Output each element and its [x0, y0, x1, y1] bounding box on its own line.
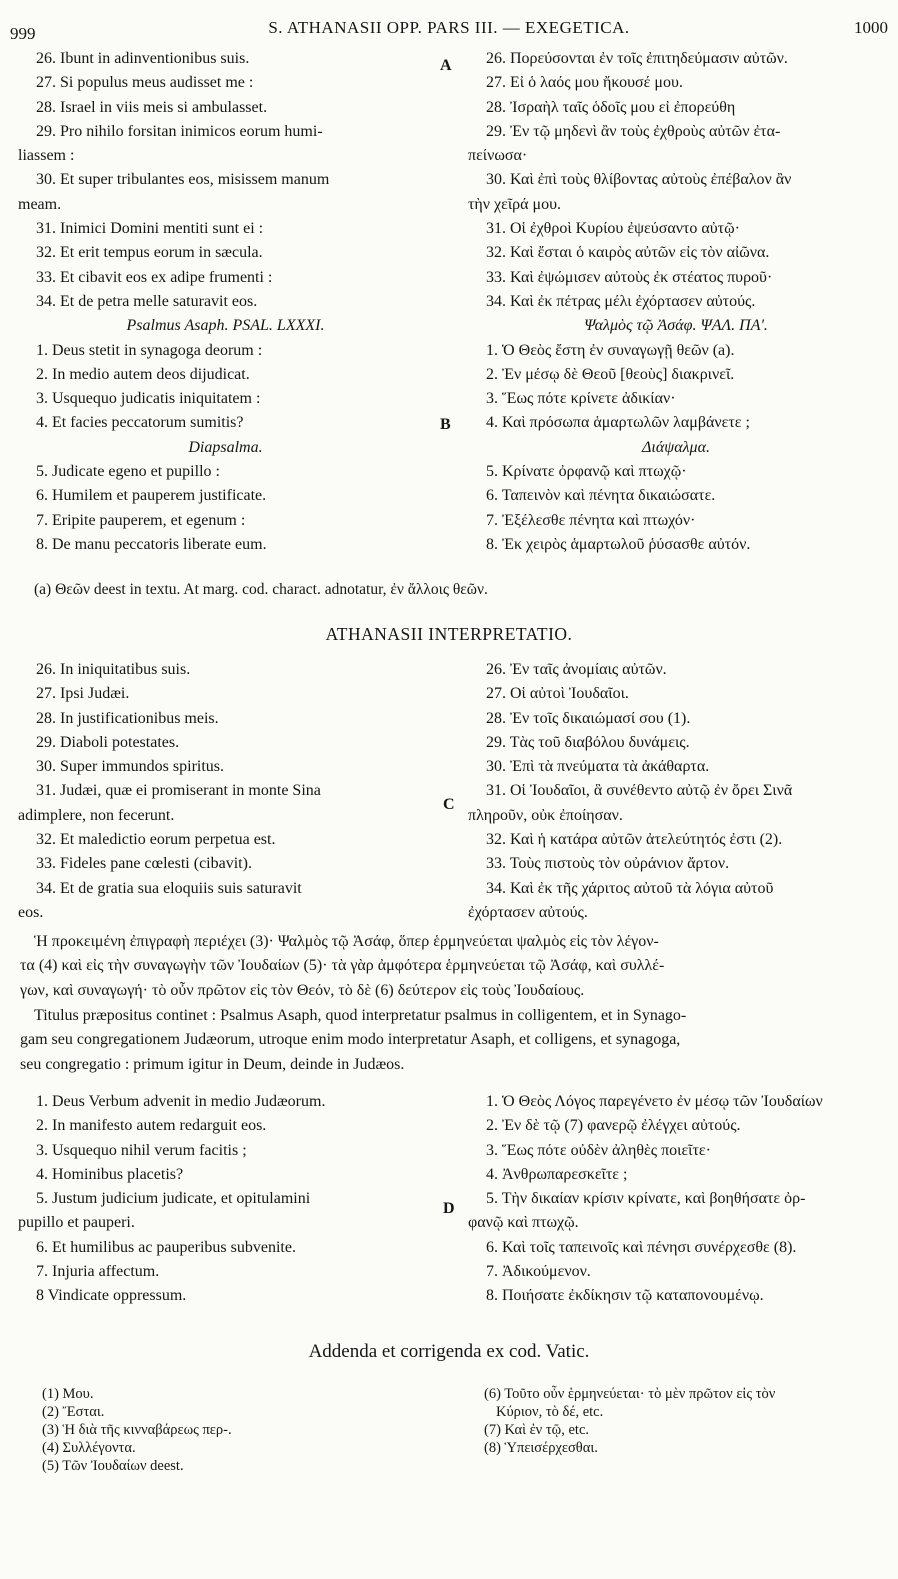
running-header	[10, 18, 888, 44]
latin-line: eos.	[18, 903, 44, 921]
greek-line: 30. Ἐπὶ τὰ πνεύματα τὰ ἀκάθαρτα.	[486, 758, 710, 776]
latin-line: 29. Pro nihilo forsitan inimicos eorum humi-	[36, 122, 323, 140]
latin-line: 34. Et de petra melle saturavit eos.	[36, 292, 258, 310]
greek-line: 27. Εἰ ὁ λαός μου ἤκουσέ μου.	[486, 74, 683, 92]
latin-line: 33. Et cibavit eos ex adipe frumenti :	[36, 268, 273, 286]
greek-column	[468, 1090, 884, 1309]
greek-line: 32. Καὶ ἡ κατάρα αὐτῶν ἀτελεύτητός ἐστι (2).	[486, 831, 783, 849]
diapsalma-greek: Διάψαλμα.	[642, 438, 710, 456]
margin-marker-d: D	[443, 1200, 455, 1217]
latin-line: 29. Diaboli potestates.	[36, 733, 180, 751]
latin-line: 26. Ibunt in adinventionibus suis.	[36, 50, 250, 67]
latin-line: 5. Judicate egeno et pupillo :	[36, 463, 220, 481]
greek-line: 7. Ἐξέλεσθε πένητα καὶ πτωχόν·	[486, 511, 696, 529]
latin-line: 2. In medio autem deos dijudicat.	[36, 365, 250, 383]
addenda-entry: Κύριον, τὸ δέ, etc.	[496, 1404, 604, 1420]
greek-line: 3. Ἕως πότε κρίνετε ἀδικίαν·	[486, 390, 676, 408]
greek-line: 28. Ἐν τοῖς δικαιώμασί σου (1).	[486, 709, 691, 727]
greek-line: ἐχόρτασεν αὐτούς.	[468, 903, 588, 921]
greek-commentary-paragraph	[20, 930, 884, 1003]
greek-line: 27. Οἱ αὐτοὶ Ἰουδαῖοι.	[486, 685, 629, 703]
latin-line: 26. In iniquitatibus suis.	[36, 661, 191, 678]
greek-line: 26. Πορεύσονται ἐν τοῖς ἐπιτηδεύμασιν αὐτῶν.	[486, 50, 788, 67]
latin-line: 8. De manu peccatoris liberate eum.	[36, 535, 267, 553]
latin-line: 34. Et de gratia sua eloquiis suis saturavit	[36, 879, 302, 897]
greek-line: 29. Τὰς τοῦ διαβόλου δυνάμεις.	[486, 733, 690, 751]
latin-line: 33. Fideles pane cœlesti (cibavit).	[36, 855, 252, 873]
latin-column	[18, 658, 433, 925]
greek-line: 1. Ὁ Θεὸς ἔστη ἐν συναγωγῇ θεῶν (a).	[486, 341, 735, 359]
latin-line: 2. In manifesto autem redarguit eos.	[36, 1117, 267, 1135]
latin-line: 31. Judæi, quæ ei promiserant in monte Sina	[36, 782, 321, 800]
greek-line: 7. Ἀδικούμενον.	[486, 1263, 591, 1281]
greek-line: 8. Ἐκ χειρὸς ἁμαρτωλοῦ ῥύσασθε αὐτόν.	[486, 535, 751, 553]
latin-line: 32. Et erit tempus eorum in sæcula.	[36, 244, 263, 262]
latin-line: 7. Eripite pauperem, et egenum :	[36, 511, 246, 529]
latin-line: 1. Deus Verbum advenit in medio Judæorum.	[36, 1093, 326, 1110]
paragraph-line: gam seu congregationem Judæorum, utroque enim modo interpretatur Asaph, et colligens, et synagoga,	[20, 1031, 681, 1049]
latin-line: 30. Super immundos spiritus.	[36, 758, 225, 776]
diapsalma-latin: Diapsalma.	[188, 438, 263, 456]
addenda-entry: (4) Συλλέγοντα.	[42, 1440, 136, 1456]
greek-line: 6. Ταπεινὸν καὶ πένητα δικαιώσατε.	[486, 487, 716, 505]
greek-line: 32. Καὶ ἔσται ὁ καιρὸς αὐτῶν εἰς τὸν αἰῶνα.	[486, 244, 770, 262]
greek-line: 5. Κρίνατε ὀρφανῷ καὶ πτωχῷ·	[486, 463, 687, 481]
greek-line: 34. Καὶ ἐκ πέτρας μέλι ἐχόρτασεν αὐτούς.	[486, 292, 756, 310]
latin-line: 6. Et humilibus ac pauperibus subvenite.	[36, 1238, 296, 1256]
latin-line: 3. Usquequo judicatis iniquitatem :	[36, 390, 261, 408]
latin-line: 28. In justificationibus meis.	[36, 709, 219, 727]
greek-line: 34. Καὶ ἐκ τῆς χάριτος αὐτοῦ τὰ λόγια αὐτοῦ	[486, 879, 774, 897]
latin-line: 27. Si populus meus audisset me :	[36, 74, 254, 92]
greek-line: 8. Ποιήσατε ἐκδίκησιν τῷ καταπονουμένῳ.	[486, 1287, 764, 1305]
greek-line: τὴν χεῖρά μου.	[468, 195, 562, 213]
latin-line: 3. Usquequo nihil verum facitis ;	[36, 1141, 247, 1159]
latin-line: 4. Hominibus placetis?	[36, 1165, 184, 1183]
paragraph-line: seu congregatio : primum igitur in Deum, deinde in Judæos.	[20, 1055, 405, 1073]
greek-line: 4. Ἀνθρωπαρεσκεῖτε ;	[486, 1165, 628, 1183]
latin-line: liassem :	[18, 147, 75, 165]
latin-column	[18, 1090, 433, 1309]
latin-line: 28. Israel in viis meis si ambulasset.	[36, 98, 268, 116]
footnote-a: (a) Θεῶν deest in textu. At marg. cod. charact. adnotatur, ἐν ἄλλοις θεῶν.	[34, 581, 488, 598]
latin-line: 5. Justum judicium judicate, et opitulamini	[36, 1190, 311, 1208]
latin-line: 27. Ipsi Judæi.	[36, 685, 130, 703]
greek-line: φανῷ καὶ πτωχῷ.	[468, 1214, 579, 1232]
greek-line: 2. Ἐν μέσῳ δὲ Θεοῦ [θεοὺς] διακρινεῖ.	[486, 365, 735, 383]
greek-line: πληροῦν, οὐκ ἐποίησαν.	[468, 806, 623, 824]
psalm-heading-greek: Ψαλμὸς τῷ Ἀσάφ. ΨΑΛ. ΠΑ'.	[584, 317, 768, 335]
paragraph-line: Ἡ προκειμένη ἐπιγραφὴ περιέχει (3)· Ψαλμὸς τῷ Ἀσάφ, ὅπερ ἑρμηνεύεται ψαλμὸς εἰς τὸν λέγον-	[34, 933, 659, 950]
section-title-interpretatio: ATHANASII INTERPRETATIO.	[325, 624, 573, 644]
latin-line: 1. Deus stetit in synagoga deorum :	[36, 341, 263, 359]
latin-line: 4. Et facies peccatorum sumitis?	[36, 414, 244, 432]
latin-line: 6. Humilem et pauperem justificate.	[36, 487, 267, 505]
addenda-right-column	[484, 1385, 884, 1457]
greek-line: 1. Ὁ Θεὸς Λόγος παρεγένετο ἐν μέσῳ τῶν Ἰουδαίων	[486, 1093, 823, 1110]
latin-line: 32. Et maledictio eorum perpetua est.	[36, 831, 276, 849]
greek-line: 31. Οἱ Ἰουδαῖοι, ἃ συνέθεντο αὐτῷ ἐν ὄρει Σινᾶ	[486, 782, 793, 800]
greek-line: 28. Ἰσραὴλ ταῖς ὁδοῖς μου εἰ ἐπορεύθη	[486, 98, 736, 116]
margin-marker-c: C	[443, 796, 455, 813]
greek-line: 30. Καὶ ἐπὶ τοὺς θλίβοντας αὐτοὺς ἐπέβαλον ἂν	[486, 171, 792, 189]
addenda-entry: (2) Ἔσται.	[42, 1404, 105, 1420]
latin-column	[18, 47, 433, 557]
greek-line: 4. Καὶ πρόσωπα ἁμαρτωλῶν λαμβάνετε ;	[486, 414, 750, 432]
latin-line: 8 Vindicate oppressum.	[36, 1287, 187, 1305]
latin-commentary-paragraph	[20, 1004, 884, 1077]
page-number-left: 999	[10, 24, 36, 43]
greek-column	[468, 47, 884, 557]
greek-line: 26. Ἐν ταῖς ἀνομίαις αὐτῶν.	[486, 661, 667, 678]
greek-line: 33. Τοὺς πιστοὺς τὸν οὐράνιον ἄρτον.	[486, 855, 730, 873]
greek-column	[468, 658, 884, 925]
latin-line: 30. Et super tribulantes eos, misissem manum	[36, 171, 330, 189]
margin-marker-b: B	[440, 416, 451, 433]
paragraph-line: γων, καὶ συναγωγή· τὸ οὖν πρῶτον εἰς τὸν Θεόν, τὸ δὲ (6) δεύτερον εἰς τοὺς Ἰουδαίους.	[20, 981, 585, 999]
psalm-heading-latin: Psalmus Asaph. PSAL. LXXXI.	[126, 317, 325, 335]
greek-line: 29. Ἐν τῷ μηδενὶ ἂν τοὺς ἐχθροὺς αὐτῶν ἐτα-	[486, 122, 781, 140]
greek-line: 33. Καὶ ἐψώμισεν αὐτοὺς ἐκ στέατος πυροῦ·	[486, 268, 773, 286]
latin-line: adimplere, non fecerunt.	[18, 806, 175, 824]
addenda-entry: (8) Ὑπεισέρχεσθαι.	[484, 1440, 598, 1456]
latin-line: meam.	[18, 195, 62, 213]
greek-line: 3. Ἕως πότε οὐδὲν ἀληθὲς ποιεῖτε·	[486, 1141, 711, 1159]
greek-line: 6. Καὶ τοῖς ταπεινοῖς καὶ πένησι συνέρχεσθε (8).	[486, 1238, 797, 1256]
addenda-entry: (1) Μου.	[42, 1386, 94, 1402]
greek-line: 2. Ἐν δὲ τῷ (7) φανερῷ ἐλέγχει αὐτούς.	[486, 1117, 741, 1135]
addenda-entry: (7) Καὶ ἐν τῷ, etc.	[484, 1422, 590, 1438]
latin-line: 31. Inimici Domini mentiti sunt ei :	[36, 220, 264, 238]
page-number-right: 1000	[854, 18, 888, 37]
addenda-entry: (6) Τοῦτο οὖν ἑρμηνεύεται· τὸ μὲν πρῶτον εἰς τὸν	[484, 1386, 776, 1402]
paragraph-line: Titulus præpositus continet : Psalmus Asaph, quod interpretatur psalmus in colligentem, et in Synago-	[34, 1007, 687, 1024]
addenda-left-column	[42, 1385, 432, 1475]
addenda-entry: (5) Τῶν Ἰουδαίων deest.	[42, 1458, 184, 1474]
latin-line: 7. Injuria affectum.	[36, 1263, 160, 1281]
greek-line: 5. Τὴν δικαίαν κρίσιν κρίνατε, καὶ βοηθήσατε ὀρ-	[486, 1190, 806, 1208]
greek-line: πείνωσα·	[468, 147, 528, 165]
latin-line: pupillo et pauperi.	[18, 1214, 135, 1232]
addenda-title: Addenda et corrigenda ex cod. Vatic.	[308, 1341, 590, 1362]
running-title: S. ATHANASII OPP. PARS III. — EXEGETICA.	[268, 18, 630, 37]
paragraph-line: τα (4) καὶ εἰς τὴν συναγωγὴν τῶν Ἰουδαίων (5)· τὰ γὰρ ἀμφότερα ἑρμηνεύεται τῷ Ἀσάφ, καὶ συλλέ-	[20, 957, 665, 975]
addenda-entry: (3) Ἡ διὰ τῆς κινναβάρεως περ-.	[42, 1422, 232, 1438]
margin-marker-a: A	[440, 57, 452, 74]
greek-line: 31. Οἱ ἐχθροὶ Κυρίου ἐψεύσαντο αὐτῷ·	[486, 220, 740, 238]
